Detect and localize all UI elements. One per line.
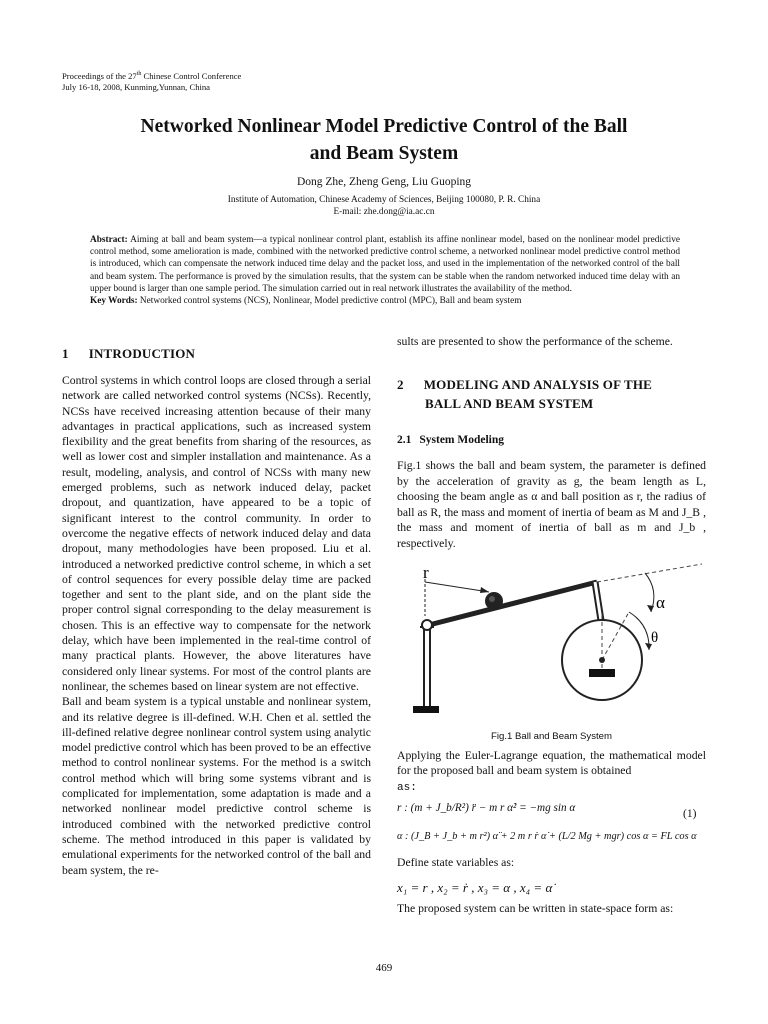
section-1-heading <box>62 346 195 362</box>
define-state-text: Define state variables as: <box>397 856 515 869</box>
equation-alpha: α : (J_B + J_b + m r²) α̈ + 2 m r ṙ α̇ + (L/2 Mg + mgr) cos α = FL cos α <box>397 831 697 842</box>
euler-lagrange-paragraph: Applying the Euler-Lagrange equation, the mathematical model for the proposed ball and beam system is obtained as: <box>397 749 706 794</box>
state-space-text: The proposed system can be written in state-space form as: <box>397 902 674 915</box>
alpha-arrow <box>647 605 654 612</box>
beam <box>425 582 597 626</box>
authors: Dong Zhe, Zheng Geng, Liu Guoping <box>296 176 472 188</box>
abstract-label: Abstract: <box>90 235 128 245</box>
system-modeling-paragraph: Fig.1 shows the ball and beam system, the parameter is defined by the acceleration of gravity as g, the beam length as L, choosing the beam angle as α and ball position as r, the radius of ball as R, the mass and moment of inertia of beam as M and J_B , the mass and moment of inertia of ball as m and J_b , respectively. <box>397 459 706 550</box>
header-line-1: Proceedings of the 27th Chinese Control Conference <box>62 70 242 81</box>
page-number: 469 <box>375 962 393 974</box>
section-1-number: 1 <box>62 346 69 361</box>
label-theta: θ <box>651 630 659 646</box>
section-1-title: INTRODUCTION <box>88 346 196 361</box>
abstract-text: Aiming at ball and beam system—a typical nonlinear control plant, establish its affine nonlinear model, based on the nonlinear model predictive control method, some amelioration is made, combined with the networked predictive control scheme, a networked nonlinear model predictive control method is introduced, which can compensate the network induced time delay and the packet loss, and used in the implementation of the networked control of the ball and beam system. The performance is proved by the simulation results, that the system can be stable when the random networked induced time delay with an upper bound is larger than one sample period. The simulation carried out in real network illustrates the availability of the method. <box>90 235 680 294</box>
title-line-1: Networked Nonlinear Model Predictive Control of the Ball <box>140 116 628 137</box>
keywords-label: Key Words: <box>90 296 138 307</box>
label-r: r <box>423 563 429 582</box>
header-line-2: July 16-18, 2008, Kunming,Yunnan, China <box>62 81 210 92</box>
section-2-title-2: BALL AND BEAM SYSTEM <box>425 396 594 411</box>
section-2-number: 2 <box>397 377 404 392</box>
abstract <box>90 234 680 307</box>
intro-paragraph-1: Control systems in which control loops are closed through a serial network are called networked control systems (NCSs). Recently, NCSs have received increasing attention because of their many advantages in practical applications, such as increased system flexibility and the great benefits from sharing of the resources, as well as lower cost and simpler installation and maintenance. As a result, modeling, analysis, and control of NCSs with many new emerged problems, such as network induced delay, packet dropout, and quantization, have appeared to be a topic of significant interest to the control community. In order to overcome the negative effects of network induced delay and data dropout, many methodologies have been proposed. Liu et al. introduced a networked predictive control scheme, in which a set of control sequences for every possible delay time are packed together and sent to the plant side, and on the plant side the proper control signal corresponding to the delay measurement is chosen. This is an effective way to compensate for the network delay, which have been implemented in the real-time control of many practical plants. However, the above literatures have considered only linear systems. For most of the control plants are nonlinear, the schemes based on linear system are not effective. <box>62 374 372 693</box>
gear-center <box>599 657 605 663</box>
section-2-title-1: MODELING AND ANALYSIS OF THE <box>423 377 653 392</box>
section-2-heading <box>397 375 706 413</box>
affiliation-line: Institute of Automation, Chinese Academy of Sciences, Beijing 100080, P. R. China <box>227 195 541 205</box>
subsection-2-1-heading <box>397 434 504 446</box>
equation-r: r : (m + J_b/R²) r̈ − m r α̇² = −mg sin α <box>397 802 576 814</box>
subsection-title: System Modeling <box>419 434 505 446</box>
conference-header <box>62 69 241 93</box>
section-1-body <box>62 373 371 878</box>
right-column-continuation: sults are presented to show the performance of the scheme. <box>397 335 673 348</box>
motor-block <box>589 669 615 677</box>
email: E-mail: zhe.dong@ia.ac.cn <box>333 207 435 217</box>
r-arrow-head <box>480 587 489 593</box>
as-text: as: <box>397 781 417 794</box>
ball-highlight <box>489 596 495 602</box>
figure-caption: Fig.1 Ball and Beam System <box>490 731 613 742</box>
intro-paragraph-2: Ball and beam system is a typical unstable and nonlinear system, and its relative degree is ill-defined. W.H. Chen et al. settled the ill-defined relative degree nonlinear control system using analytic model predictive control which has been proved to be an effective method to control nonlinear systems. For the method is a switch control method which will bring some systems vibrant and is complicated for implementation, some adaptation is made and a networked nonlinear model predictive control scheme is introduced combined with the networked predictive control scheme. The method introduced in this paper is validated by emulational experiments for the networked control of the ball and beam system, the re- <box>62 695 371 877</box>
state-variables: x₁ = r , x₂ = ṙ , x₃ = α , x₄ = α̇ <box>397 880 553 895</box>
equation-number: (1) <box>683 808 697 820</box>
paper-title <box>60 113 708 167</box>
r-arrow-line <box>425 582 489 592</box>
title-line-2: and Beam System <box>309 143 459 164</box>
keywords-text: Networked control systems (NCS), Nonlinear, Model predictive control (MPC), Ball and beam system <box>137 296 522 307</box>
label-alpha: α <box>656 593 665 612</box>
ball-beam-figure <box>397 560 706 745</box>
subsection-number: 2.1 <box>397 434 412 446</box>
affiliation <box>0 194 768 218</box>
beam-pivot <box>422 620 432 630</box>
support-base <box>413 706 439 713</box>
